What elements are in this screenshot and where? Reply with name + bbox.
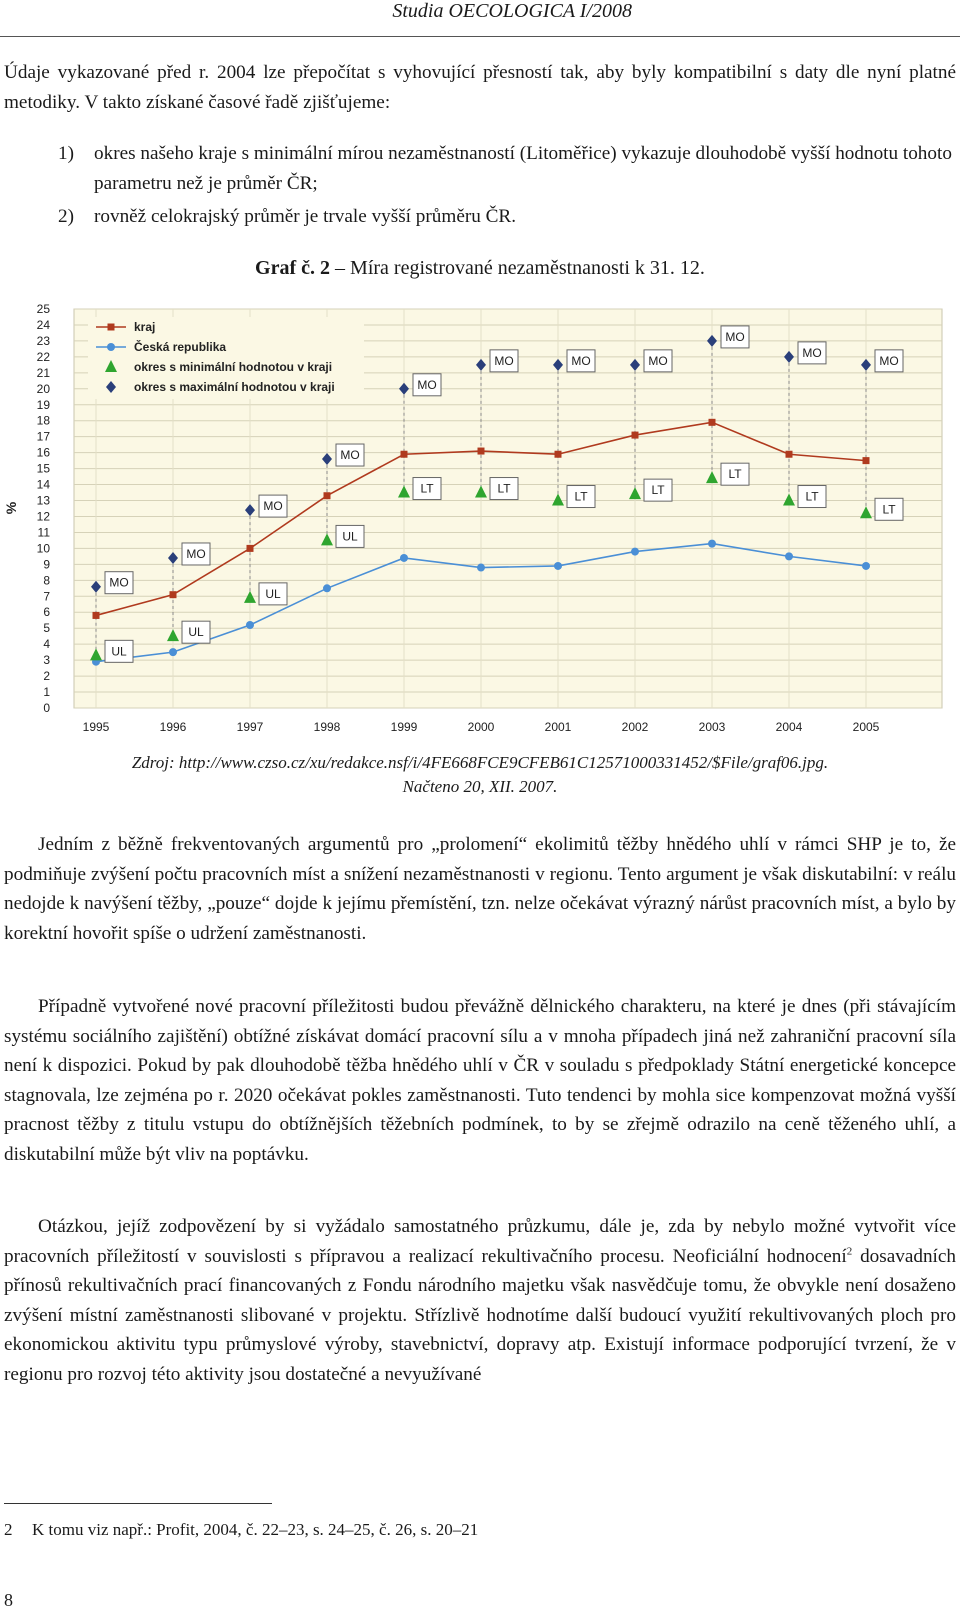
y-tick-label: 22	[36, 349, 50, 364]
x-tick-label: 2000	[467, 720, 495, 734]
district-label: MO	[802, 345, 822, 360]
data-point	[708, 540, 716, 548]
footnote-text: K tomu viz např.: Profit, 2004, č. 22–23, s. 24–25, č. 26, s. 20–21	[32, 1520, 479, 1539]
legend-label: okres s maximální hodnotou v kraji	[134, 380, 335, 394]
district-label: LT	[728, 467, 742, 482]
x-tick-label: 2005	[852, 720, 880, 734]
x-tick-label: 1996	[159, 720, 187, 734]
data-point	[709, 419, 716, 426]
data-point	[400, 554, 408, 562]
data-point	[170, 591, 177, 598]
legend-label: okres s minimální hodnotou v kraji	[134, 360, 333, 374]
data-point	[169, 648, 177, 656]
district-label: MO	[186, 546, 206, 561]
figure-source-date: Načteno 20, XII. 2007.	[402, 777, 558, 796]
page-number: 8	[4, 1590, 13, 1610]
y-tick-label: 8	[43, 573, 50, 588]
x-tick-label: 2004	[775, 720, 803, 734]
district-label: MO	[263, 499, 283, 514]
district-label: MO	[571, 353, 591, 368]
header-rule	[0, 36, 960, 37]
y-tick-label: 10	[36, 541, 50, 556]
district-label: MO	[494, 353, 514, 368]
y-tick-label: 3	[43, 653, 50, 668]
paragraph-text: Otázkou, jejíž zodpovězení by si vyžádalo samostatného průzkumu, dále je, zda by nebylo možné vytvořit více pracovních příležitostí v souvislosti s přípravou a realizací rekultivačního procesu. Neoficiální hodnocení	[4, 1216, 956, 1267]
district-label: MO	[340, 448, 360, 463]
data-point	[863, 457, 870, 464]
data-point	[786, 451, 793, 458]
y-tick-label: 15	[36, 461, 50, 476]
district-label: LT	[497, 481, 511, 496]
y-tick-label: 1	[43, 685, 50, 700]
y-tick-label: 24	[36, 317, 50, 332]
y-tick-label: 16	[36, 445, 50, 460]
x-tick-label: 2002	[621, 720, 649, 734]
district-label: MO	[648, 353, 668, 368]
footnote-rule	[4, 1503, 272, 1504]
data-point	[631, 548, 639, 556]
x-tick-label: 1995	[82, 720, 110, 734]
data-point	[246, 621, 254, 629]
data-point	[785, 552, 793, 560]
district-label: MO	[417, 377, 437, 392]
data-point	[93, 612, 100, 619]
list-number: 1)	[58, 143, 74, 164]
legend-label: kraj	[134, 320, 156, 334]
y-tick-label: 23	[36, 333, 50, 348]
data-point	[632, 432, 639, 439]
x-tick-label: 1997	[236, 720, 264, 734]
intro-paragraph: Údaje vykazované před r. 2004 lze přepočítat s vyhovující přesností tak, aby byly kompatibilní s daty dle nyní platné metodiky. V takto získané časové řadě zjišťujeme:	[4, 62, 956, 113]
data-point	[554, 562, 562, 570]
data-point	[401, 451, 408, 458]
y-tick-label: 11	[37, 525, 50, 540]
y-tick-label: 6	[43, 605, 50, 620]
district-label: LT	[882, 502, 896, 517]
journal-title: Studia OECOLOGICA I/2008	[392, 0, 632, 22]
y-tick-label: 19	[36, 397, 50, 412]
district-label: LT	[651, 483, 665, 498]
x-tick-label: 1999	[390, 720, 418, 734]
data-point	[478, 448, 485, 455]
chart-container	[4, 303, 956, 763]
legend-label: Česká republika	[134, 340, 227, 354]
figure-source: Zdroj: http://www.czso.cz/xu/redakce.nsf/i/4FE668FCE9CFEB61C12571000331452/$File/graf06.jpg.	[131, 753, 829, 772]
list-item	[58, 202, 956, 232]
district-label: UL	[188, 625, 204, 640]
figure-title: – Míra registrované nezaměstnanosti k 31. 12.	[335, 257, 705, 279]
y-tick-label: 20	[36, 381, 50, 396]
footnote-ref: 2	[846, 1245, 853, 1258]
district-label: MO	[725, 329, 745, 344]
footnote	[4, 1520, 478, 1540]
y-tick-label: 5	[43, 621, 50, 636]
x-tick-label: 2001	[544, 720, 572, 734]
body-paragraph: Případně vytvořené nové pracovní příležitosti budou převážně dělnického charakteru, na které je dnes (při stávajícím systému sociálního zajištění) obtížné získávat domácí pracovní sílu a v mnoha případech jiná než zahraniční pracovní síla není k dispozici. Pokud by pak dlouhodobě těžba hnědého uhlí v ČR v souladu s předpoklady Státní energetické koncepce stagnovala, lze zejména po r. 2020 očekávat pokles zaměstnanosti. Tuto tendenci by mohla sice kompenzovat možná vyšší pracnost těžby z titulu vstupu do obtížnějších těžebních podmínek, to by se zřejmě odrazilo na ceně těženého uhlí, a diskutabilní může být vliv na poptávku.	[4, 996, 956, 1165]
paragraph-text: dosavadních přínosů rekultivačních prací financovaných z Fondu národního majetku však nasvědčuje tomu, že obvykle není dosaženo zvýšení místní zaměstnanosti slibované v projektu. Střízlivě hodnotíme další budoucí využití rekultivovaných ploch pro ekonomickou aktivitu typu průmyslové výroby, stavebnictví, dopravy atp. Existují informace podporující tvrzení, že v regionu pro rozvoj této aktivity jsou dostatečné a nevyužívané	[4, 1245, 956, 1385]
district-label: UL	[265, 586, 281, 601]
district-label: MO	[109, 575, 129, 590]
y-axis-label: %	[4, 501, 19, 515]
body-paragraph: Jedním z běžně frekventovaných argumentů pro „prolomení“ ekolimitů těžby hnědého uhlí v rámci SHP je to, že podmiňuje zvýšení počtu pracovních míst a snížení nezaměstnanosti v regionu. Tento argument je však diskutabilní: v reálu nedojde k navýšení těžby, „pouze“ dojde k jejímu přemístění, tzn. nelze očekávat výrazný nárůst pracovních míst, a bylo by korektní hovořit spíše o udržení zaměstnanosti.	[4, 834, 956, 944]
data-point	[108, 324, 115, 331]
y-tick-label: 9	[43, 557, 50, 572]
y-tick-label: 18	[36, 413, 50, 428]
district-label: LT	[805, 489, 819, 504]
figure-caption	[0, 257, 960, 280]
district-label: LT	[574, 489, 588, 504]
data-point	[477, 564, 485, 572]
y-tick-label: 12	[36, 509, 50, 524]
data-point	[555, 451, 562, 458]
district-label: UL	[111, 644, 127, 659]
y-tick-label: 7	[43, 589, 50, 604]
list-text: okres našeho kraje s minimální mírou nezaměstnaností (Litoměřice) vykazuje dlouhodobě vyšší hodnotu tohoto parametru než je průměr ČR;	[94, 143, 952, 194]
x-tick-label: 1998	[313, 720, 341, 734]
district-label: MO	[879, 353, 899, 368]
data-point	[324, 492, 331, 499]
list-number: 2)	[58, 206, 74, 227]
footnote-number: 2	[4, 1520, 13, 1539]
unemployment-chart	[4, 303, 956, 763]
x-tick-label: 2003	[698, 720, 726, 734]
y-tick-label: 21	[36, 365, 50, 380]
y-tick-label: 2	[43, 669, 50, 684]
figure-label: Graf č. 2	[255, 257, 331, 279]
list-text: rovněž celokrajský průměr je trvale vyšší průměru ČR.	[94, 206, 517, 227]
y-tick-label: 17	[36, 429, 50, 444]
y-tick-label: 14	[36, 477, 50, 492]
body-paragraph	[4, 1212, 956, 1389]
data-point	[862, 562, 870, 570]
district-label: LT	[420, 481, 434, 496]
y-tick-label: 13	[36, 493, 50, 508]
data-point	[323, 584, 331, 592]
data-point	[247, 545, 254, 552]
district-label: UL	[342, 529, 358, 544]
running-header	[0, 0, 960, 38]
list-item	[58, 139, 956, 199]
y-tick-label: 4	[43, 637, 50, 652]
data-point	[107, 343, 115, 351]
y-tick-label: 0	[43, 701, 50, 715]
y-tick-label: 25	[36, 303, 50, 316]
